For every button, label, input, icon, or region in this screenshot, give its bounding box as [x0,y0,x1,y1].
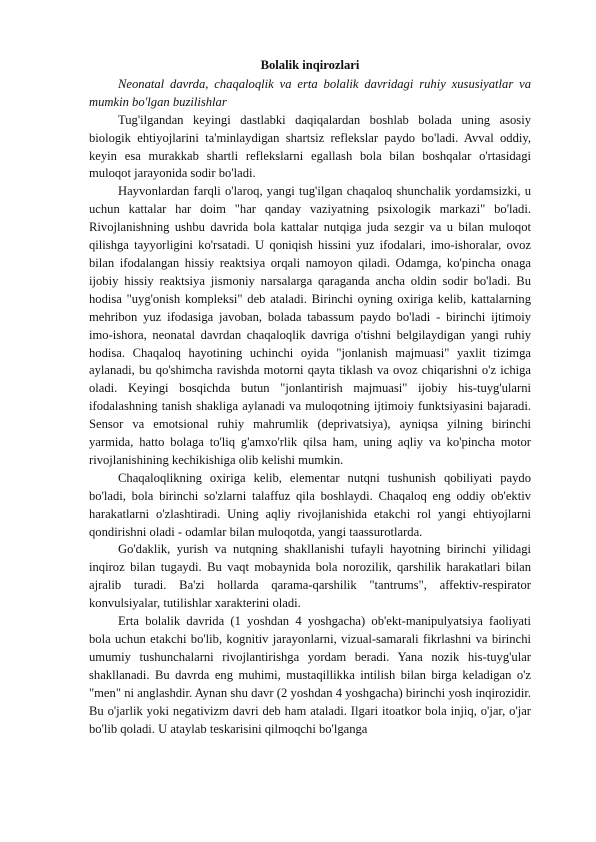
paragraph-1: Tug'ilgandan keyingi dastlabki daqiqalardan boshlab bolada uning asosiy biologik ehtiyojlarini ta'minlaydigan shartsiz reflekslar paydo bo'ladi. Avval oddiy, keyin esa murakkab shartli reflekslarni egallash bola bilan boshqalar o'rtasidagi muloqot jarayonida sodir bo'ladi. [89,112,531,181]
document-subtitle: Neonatal davrda, chaqaloqlik va erta bolalik davridagi ruhiy xususiyatlar va mumkin bo'lgan buzilishlar [89,76,531,109]
document-title: Bolalik inqirozlari [260,58,360,72]
document-body [89,57,531,738]
paragraph-5: Erta bolalik davrida (1 yoshdan 4 yoshgacha) ob'ekt-manipulyatsiya faoliyati bola uchun etakchi bo'lib, kognitiv jarayonlarni, vizual-samarali fikrlashni va birinchi umumiy tushunchalarni rivojlantirishga yordam beradi. Yana nozik his-tuyg'ular shakllanadi. Bu davrda eng muhimi, mustaqillikka intilish bilan birga keladigan o'z "men" ni anglashdir. Aynan shu davr (2 yoshdan 4 yoshgacha) birinchi yosh inqirozidir. Bu o'jarlik yoki negativizm davri deb ham ataladi. Ilgari itoatkor bola injiq, o'jar, o'jar bo'lib qoladi. U ataylab teskarisini qilmoqchi bo'lganga [89,614,531,736]
paragraph-3: Chaqaloqlikning oxiriga kelib, elementar nutqni tushunish qobiliyati paydo bo'ladi, bola birinchi so'zlarni talaffuz qila boshlaydi. Chaqaloq eng oddiy ob'ektiv harakatlarni o'zlashtiradi. Uning aqliy rivojlanishida etakchi rol yangi ehtiyojlarni qondirishni oladi - odamlar bilan muloqotda, yangi taassurotlarda. [89,470,531,539]
paragraph-4: Go'daklik, yurish va nutqning shakllanishi tufayli hayotning birinchi yilidagi inqiroz bilan tugaydi. Bu vaqt mobaynida bola norozilik, qarshilik harakatlari bilan ajralib turadi. Ba'zi hollarda qarama-qarshilik "tantrums", affektiv-respirator konvulsiyalar, tutilishlar xarakterini oladi. [89,542,531,611]
paragraph-2: Hayvonlardan farqli o'laroq, yangi tug'ilgan chaqaloq shunchalik yordamsizki, u uchun kattalar har doim "har qanday vaziyatning psixologik markazi" bo'ladi. Rivojlanishning ushbu davrida bola kattalar nutqiga juda sezgir va u bilan muloqot qilishga tayyorligini ko'rsatadi. U qoniqish hissini yuz ifodalari, imo-ishoralar, ovoz bilan ifodalangan hissiy reaktsiya orqali namoyon qiladi. Odamga, ko'pincha onaga ijobiy hissiy reaktsiya jismoniy narsalarga qaraganda ancha oldin sodir bo'ladi. Bu hodisa "uyg'onish kompleksi" deb ataladi. Birinchi oyning oxiriga kelib, kattalarning mehribon yuz ifodasiga javoban, bolada tabassum paydo bo'ladi - birinchi ijtimoiy imo-ishora, neonatal davrdan chaqaloqlik davriga o'tishni belgilaydigan yangi ruhiy hodisa. Chaqaloq hayotining uchinchi oyida "jonlanish majmuasi" yaxlit tizimga aylanadi, bu qo'shimcha ravishda motorni qayta tiklash va ovoz chiqarishni o'z ichiga oladi. Keyingi bosqichda butun "jonlantirish majmuasi" ijobiy his-tuyg'ularni ifodalashning tanish shakliga aylanadi va muloqotning ijtimoiy funktsiyasini bajaradi. Sensor va emotsional ruhiy mahrumlik (deprivatsiya), ayniqsa yilning birinchi yarmida, hatto bolaga to'liq g'amxo'rlik qilsa ham, uning aqliy va ko'pincha motor rivojlanishining kechikishiga olib kelishi mumkin. [89,184,531,467]
